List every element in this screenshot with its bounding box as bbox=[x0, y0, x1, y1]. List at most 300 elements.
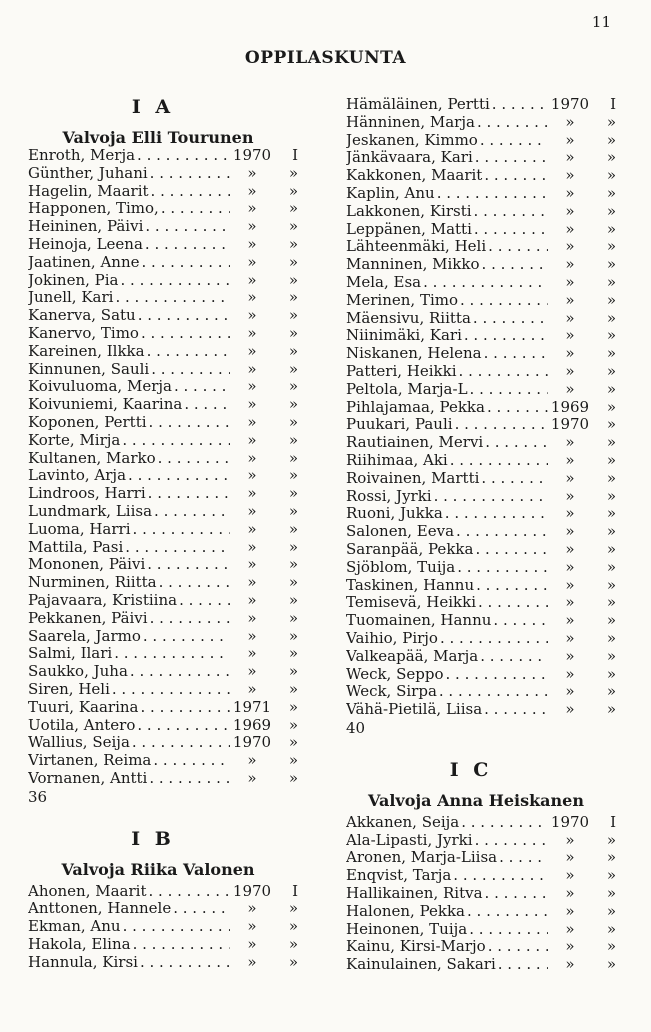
student-name: Kanerva, Satu bbox=[28, 307, 136, 325]
leader-dots bbox=[145, 343, 230, 361]
student-name: Aronen, Marja-Liisa bbox=[346, 849, 498, 867]
student-name: Koponen, Pertti bbox=[28, 413, 147, 431]
birth-year: » bbox=[247, 538, 257, 556]
leader-dots bbox=[139, 699, 231, 717]
leader-dots bbox=[149, 361, 230, 379]
student-name: Günther, Juhani bbox=[28, 164, 148, 182]
class-heading-1b: I B bbox=[131, 827, 175, 850]
student-row bbox=[346, 185, 616, 203]
birth-year: » bbox=[565, 885, 575, 903]
student-name: Akkanen, Seija bbox=[346, 813, 460, 831]
grade: » bbox=[288, 698, 298, 716]
student-name: Kanervo, Timo bbox=[28, 324, 139, 342]
grade: » bbox=[288, 734, 298, 752]
student-name: Kareinen, Ilkka bbox=[28, 342, 145, 360]
student-name: Lähteenmäki, Heli bbox=[346, 238, 487, 256]
student-row bbox=[346, 345, 616, 363]
birth-year: » bbox=[565, 184, 575, 202]
student-row bbox=[346, 96, 616, 114]
leader-dots bbox=[138, 954, 230, 972]
student-name: Saarela, Jarmo bbox=[28, 627, 141, 645]
student-row bbox=[346, 256, 616, 274]
birth-year: » bbox=[565, 647, 575, 665]
student-name: Roivainen, Martti bbox=[346, 469, 480, 487]
leader-dots bbox=[120, 432, 230, 450]
birth-year: » bbox=[247, 556, 257, 574]
student-name: Jänkävaara, Kari bbox=[346, 149, 473, 167]
supervisor-1a: Valvoja Elli Tourunen bbox=[62, 128, 254, 147]
student-row bbox=[28, 900, 298, 918]
student-row bbox=[346, 903, 616, 921]
leader-dots bbox=[448, 452, 548, 470]
grade: » bbox=[288, 538, 298, 556]
student-name: Tuomainen, Hannu bbox=[346, 612, 492, 630]
birth-year: 1970 bbox=[232, 147, 272, 164]
birth-year: » bbox=[247, 663, 257, 681]
class-heading-1c: I C bbox=[449, 758, 493, 781]
student-row bbox=[346, 523, 616, 541]
student-row bbox=[28, 628, 298, 646]
student-row bbox=[346, 327, 616, 345]
birth-year: » bbox=[247, 396, 257, 414]
leader-dots bbox=[136, 307, 230, 325]
student-row bbox=[28, 236, 298, 254]
student-name: Tuuri, Kaarina bbox=[28, 698, 139, 716]
grade: » bbox=[606, 920, 616, 938]
student-row bbox=[346, 867, 616, 885]
leader-dots bbox=[139, 325, 230, 343]
birth-year: » bbox=[565, 594, 575, 612]
right-column bbox=[346, 96, 616, 974]
student-name: Enqvist, Tarja bbox=[346, 867, 452, 885]
grade: » bbox=[606, 558, 616, 576]
leader-dots bbox=[468, 381, 548, 399]
birth-year: » bbox=[565, 202, 575, 220]
grade: » bbox=[288, 520, 298, 538]
leader-dots bbox=[458, 292, 548, 310]
grade: » bbox=[288, 680, 298, 698]
birth-year: » bbox=[247, 342, 257, 360]
grade: » bbox=[606, 701, 616, 719]
birth-year: » bbox=[565, 523, 575, 541]
grade: » bbox=[288, 218, 298, 236]
student-name: Jaatinen, Anne bbox=[28, 253, 140, 271]
student-name: Lavinto, Arja bbox=[28, 467, 127, 485]
student-row bbox=[346, 559, 616, 577]
student-row bbox=[28, 467, 298, 485]
birth-year: » bbox=[247, 324, 257, 342]
student-name: Salonen, Eeva bbox=[346, 523, 455, 541]
grade: » bbox=[606, 416, 616, 434]
student-name: Taskinen, Hannu bbox=[346, 576, 475, 594]
grade: » bbox=[288, 936, 298, 954]
leader-dots bbox=[159, 200, 230, 218]
leader-dots bbox=[182, 396, 230, 414]
birth-year: » bbox=[247, 307, 257, 325]
birth-year: » bbox=[247, 520, 257, 538]
grade: » bbox=[288, 342, 298, 360]
student-row bbox=[346, 938, 616, 956]
leader-dots bbox=[465, 903, 548, 921]
leader-dots bbox=[476, 594, 548, 612]
student-name: Rossi, Jyrki bbox=[346, 487, 432, 505]
student-name: Hannula, Kirsi bbox=[28, 953, 138, 971]
grade: » bbox=[288, 235, 298, 253]
grade: » bbox=[288, 378, 298, 396]
leader-dots bbox=[131, 936, 230, 954]
grade: » bbox=[606, 683, 616, 701]
leader-dots bbox=[110, 681, 230, 699]
student-row bbox=[346, 956, 616, 974]
leader-dots bbox=[482, 701, 548, 719]
grade: » bbox=[288, 396, 298, 414]
student-row bbox=[346, 167, 616, 185]
student-row bbox=[346, 814, 616, 832]
birth-year: » bbox=[247, 953, 257, 971]
student-name: Wallius, Seija bbox=[28, 734, 130, 752]
leader-dots bbox=[171, 900, 230, 918]
student-name: Vornanen, Antti bbox=[28, 769, 148, 787]
grade: » bbox=[606, 149, 616, 167]
student-row bbox=[346, 921, 616, 939]
student-name: Jeskanen, Kimmo bbox=[346, 131, 478, 149]
birth-year: » bbox=[247, 502, 257, 520]
student-row bbox=[28, 717, 298, 735]
grade: » bbox=[288, 200, 298, 218]
supervisor-1b: Valvoja Riika Valonen bbox=[61, 859, 255, 879]
student-name: Niinimäki, Kari bbox=[346, 327, 462, 345]
grade: » bbox=[606, 594, 616, 612]
grade: » bbox=[606, 202, 616, 220]
birth-year: 1969 bbox=[232, 716, 272, 734]
student-row bbox=[28, 752, 298, 770]
student-name: Jokinen, Pia bbox=[28, 271, 119, 289]
grade: » bbox=[288, 502, 298, 520]
student-name: Luoma, Harri bbox=[28, 520, 131, 538]
grade: » bbox=[606, 362, 616, 380]
leader-dots bbox=[147, 883, 231, 901]
leader-dots bbox=[135, 717, 230, 735]
birth-year: » bbox=[565, 576, 575, 594]
leader-dots bbox=[123, 539, 230, 557]
birth-year: » bbox=[565, 683, 575, 701]
student-name: Sjöblom, Tuija bbox=[346, 558, 456, 576]
grade: » bbox=[288, 289, 298, 307]
student-name: Leppänen, Matti bbox=[346, 220, 472, 238]
leader-dots bbox=[156, 450, 230, 468]
leader-dots bbox=[486, 938, 548, 956]
student-row bbox=[346, 274, 616, 292]
student-name: Anttonen, Hannele bbox=[28, 900, 172, 918]
student-row bbox=[28, 414, 298, 432]
birth-year: » bbox=[565, 167, 575, 185]
grade: » bbox=[606, 309, 616, 327]
student-row bbox=[346, 434, 616, 452]
leader-dots bbox=[130, 734, 230, 752]
birth-year: 1970 bbox=[232, 882, 272, 900]
leader-dots bbox=[486, 238, 548, 256]
student-row bbox=[346, 488, 616, 506]
grade: » bbox=[606, 291, 616, 309]
birth-year: » bbox=[565, 867, 575, 885]
student-row bbox=[28, 918, 298, 936]
student-name: Halonen, Pekka bbox=[346, 902, 466, 920]
birth-year: » bbox=[565, 540, 575, 558]
student-row bbox=[346, 630, 616, 648]
student-name: Ruoni, Jukka bbox=[346, 505, 443, 523]
leader-dots bbox=[475, 114, 548, 132]
leader-dots bbox=[143, 218, 230, 236]
student-row bbox=[28, 378, 298, 396]
grade: » bbox=[606, 451, 616, 469]
birth-year: » bbox=[247, 769, 257, 787]
birth-year: 1970 bbox=[550, 813, 590, 831]
leader-dots bbox=[491, 612, 548, 630]
student-count-1a: 36 bbox=[28, 787, 48, 806]
student-row bbox=[346, 381, 616, 399]
student-name: Merinen, Timo bbox=[346, 291, 458, 309]
leader-dots bbox=[457, 363, 548, 381]
student-name: Korte, Mirja bbox=[28, 431, 121, 449]
student-name: Hagelin, Maarit bbox=[28, 182, 149, 200]
leader-dots bbox=[478, 132, 548, 150]
student-name: Enroth, Merja bbox=[28, 147, 136, 164]
student-name: Vaihio, Pirjo bbox=[346, 629, 438, 647]
leader-dots bbox=[421, 274, 548, 292]
leader-dots bbox=[485, 399, 548, 417]
student-row bbox=[28, 272, 298, 290]
birth-year: » bbox=[247, 900, 257, 918]
grade: » bbox=[606, 398, 616, 416]
birth-year: » bbox=[565, 291, 575, 309]
student-row bbox=[346, 470, 616, 488]
grade: » bbox=[606, 256, 616, 274]
birth-year: » bbox=[565, 238, 575, 256]
student-row bbox=[28, 556, 298, 574]
student-row bbox=[28, 218, 298, 236]
student-row bbox=[346, 577, 616, 595]
leader-dots bbox=[438, 630, 548, 648]
birth-year: » bbox=[247, 591, 257, 609]
student-name: Saranpää, Pekka bbox=[346, 540, 474, 558]
student-row bbox=[28, 254, 298, 272]
birth-year: » bbox=[565, 131, 575, 149]
student-name: Lakkonen, Kirsti bbox=[346, 202, 472, 220]
student-name: Ahonen, Maarit bbox=[28, 882, 147, 900]
leader-dots bbox=[472, 221, 548, 239]
grade: » bbox=[606, 327, 616, 345]
student-row bbox=[346, 149, 616, 167]
birth-year: » bbox=[247, 200, 257, 218]
grade: » bbox=[288, 609, 298, 627]
student-row bbox=[346, 221, 616, 239]
student-name: Vähä-Pietilä, Liisa bbox=[346, 701, 483, 719]
birth-year: » bbox=[247, 164, 257, 182]
grade: » bbox=[288, 431, 298, 449]
student-name: Koivuluoma, Merja bbox=[28, 378, 172, 396]
leader-dots bbox=[473, 832, 548, 850]
grade: » bbox=[288, 360, 298, 378]
grade: » bbox=[606, 849, 616, 867]
student-row bbox=[28, 432, 298, 450]
student-name: Pekkanen, Päivi bbox=[28, 609, 148, 627]
leader-dots bbox=[482, 167, 548, 185]
grade: » bbox=[288, 324, 298, 342]
birth-year: » bbox=[565, 487, 575, 505]
grade: » bbox=[288, 953, 298, 971]
birth-year: » bbox=[247, 918, 257, 936]
leader-dots bbox=[131, 521, 230, 539]
leader-dots bbox=[473, 149, 548, 167]
student-name: Junell, Kari bbox=[28, 289, 114, 307]
birth-year: » bbox=[565, 451, 575, 469]
student-name: Koivuniemi, Kaarina bbox=[28, 396, 183, 414]
leader-dots bbox=[126, 467, 230, 485]
student-row bbox=[346, 885, 616, 903]
student-name: Heinoja, Leena bbox=[28, 235, 143, 253]
student-row bbox=[28, 539, 298, 557]
student-name: Pihlajamaa, Pekka bbox=[346, 398, 485, 416]
leader-dots bbox=[145, 556, 230, 574]
birth-year: » bbox=[565, 149, 575, 167]
student-row bbox=[28, 681, 298, 699]
student-name: Pajavaara, Kristiina bbox=[28, 591, 178, 609]
leader-dots bbox=[141, 628, 230, 646]
student-name: Rautiainen, Mervi bbox=[346, 434, 484, 452]
grade: » bbox=[288, 645, 298, 663]
birth-year: » bbox=[565, 327, 575, 345]
birth-year: » bbox=[565, 701, 575, 719]
student-name: Weck, Sirpa bbox=[346, 683, 437, 701]
leader-dots bbox=[443, 505, 548, 523]
student-name: Siren, Heli bbox=[28, 680, 110, 698]
grade: » bbox=[288, 164, 298, 182]
grade: I bbox=[292, 147, 298, 164]
leader-dots bbox=[472, 203, 548, 221]
student-row bbox=[28, 574, 298, 592]
birth-year: » bbox=[565, 629, 575, 647]
grade: » bbox=[606, 647, 616, 665]
leader-dots bbox=[152, 503, 230, 521]
student-row bbox=[28, 663, 298, 681]
birth-year: » bbox=[565, 256, 575, 274]
student-name: Kinnunen, Sauli bbox=[28, 360, 150, 378]
leader-dots bbox=[471, 310, 548, 328]
student-row bbox=[28, 521, 298, 539]
leader-dots bbox=[455, 559, 548, 577]
leader-dots bbox=[482, 345, 548, 363]
student-name: Nurminen, Riitta bbox=[28, 574, 157, 592]
leader-dots bbox=[483, 434, 548, 452]
student-name: Kainulainen, Sakari bbox=[346, 956, 496, 974]
student-row bbox=[346, 363, 616, 381]
birth-year: 1969 bbox=[550, 398, 590, 416]
student-row bbox=[346, 594, 616, 612]
birth-year: » bbox=[247, 574, 257, 592]
birth-year: » bbox=[565, 665, 575, 683]
birth-year: 1970 bbox=[232, 734, 272, 752]
leader-dots bbox=[119, 272, 231, 290]
student-name: Mela, Esa bbox=[346, 273, 422, 291]
student-row bbox=[28, 645, 298, 663]
grade: » bbox=[288, 556, 298, 574]
birth-year: » bbox=[565, 612, 575, 630]
leader-dots bbox=[113, 289, 230, 307]
student-name: Heininen, Päivi bbox=[28, 218, 144, 236]
student-name: Uotila, Antero bbox=[28, 716, 136, 734]
student-row bbox=[346, 683, 616, 701]
birth-year: » bbox=[247, 253, 257, 271]
leader-dots bbox=[467, 921, 548, 939]
leader-dots bbox=[490, 96, 548, 114]
student-name: Patteri, Heikki bbox=[346, 362, 457, 380]
grade: » bbox=[606, 831, 616, 849]
birth-year: » bbox=[247, 218, 257, 236]
leader-dots bbox=[143, 236, 230, 254]
leader-dots bbox=[146, 485, 230, 503]
student-row bbox=[28, 396, 298, 414]
birth-year: 1970 bbox=[550, 416, 590, 434]
grade: » bbox=[606, 956, 616, 974]
left-column bbox=[28, 96, 298, 972]
birth-year: » bbox=[247, 449, 257, 467]
birth-year: » bbox=[247, 680, 257, 698]
grade: » bbox=[288, 663, 298, 681]
student-name: Hämäläinen, Pertti bbox=[346, 96, 490, 113]
student-row bbox=[346, 452, 616, 470]
leader-dots bbox=[473, 541, 548, 559]
leader-dots bbox=[451, 867, 548, 885]
birth-year: » bbox=[565, 362, 575, 380]
student-row bbox=[346, 648, 616, 666]
leader-dots bbox=[479, 470, 548, 488]
student-name: Lundmark, Liisa bbox=[28, 502, 153, 520]
student-name: Kaplin, Anu bbox=[346, 184, 435, 202]
student-row bbox=[346, 416, 616, 434]
class-heading-1a: I A bbox=[131, 96, 175, 118]
birth-year: » bbox=[565, 309, 575, 327]
birth-year: » bbox=[247, 235, 257, 253]
grade: » bbox=[288, 307, 298, 325]
grade: » bbox=[288, 182, 298, 200]
student-name: Manninen, Mikko bbox=[346, 256, 480, 274]
birth-year: » bbox=[565, 345, 575, 363]
page-title: OPPILASKUNTA bbox=[244, 48, 407, 68]
student-row bbox=[28, 183, 298, 201]
grade: I bbox=[610, 96, 616, 113]
leader-dots bbox=[474, 577, 548, 595]
leader-dots bbox=[128, 663, 230, 681]
grade: » bbox=[606, 434, 616, 452]
birth-year: 1970 bbox=[550, 96, 590, 113]
grade: » bbox=[606, 505, 616, 523]
birth-year: » bbox=[247, 378, 257, 396]
birth-year: » bbox=[565, 505, 575, 523]
leader-dots bbox=[483, 885, 548, 903]
student-row bbox=[28, 343, 298, 361]
grade: » bbox=[288, 627, 298, 645]
student-name: Mononen, Päivi bbox=[28, 556, 146, 574]
student-row bbox=[28, 147, 298, 165]
birth-year: » bbox=[565, 938, 575, 956]
student-name: Hänninen, Marja bbox=[346, 113, 475, 131]
leader-dots bbox=[478, 648, 548, 666]
student-row bbox=[28, 200, 298, 218]
birth-year: » bbox=[247, 627, 257, 645]
grade: » bbox=[606, 345, 616, 363]
student-name: Salmi, Ilari bbox=[28, 645, 113, 663]
grade: » bbox=[288, 591, 298, 609]
